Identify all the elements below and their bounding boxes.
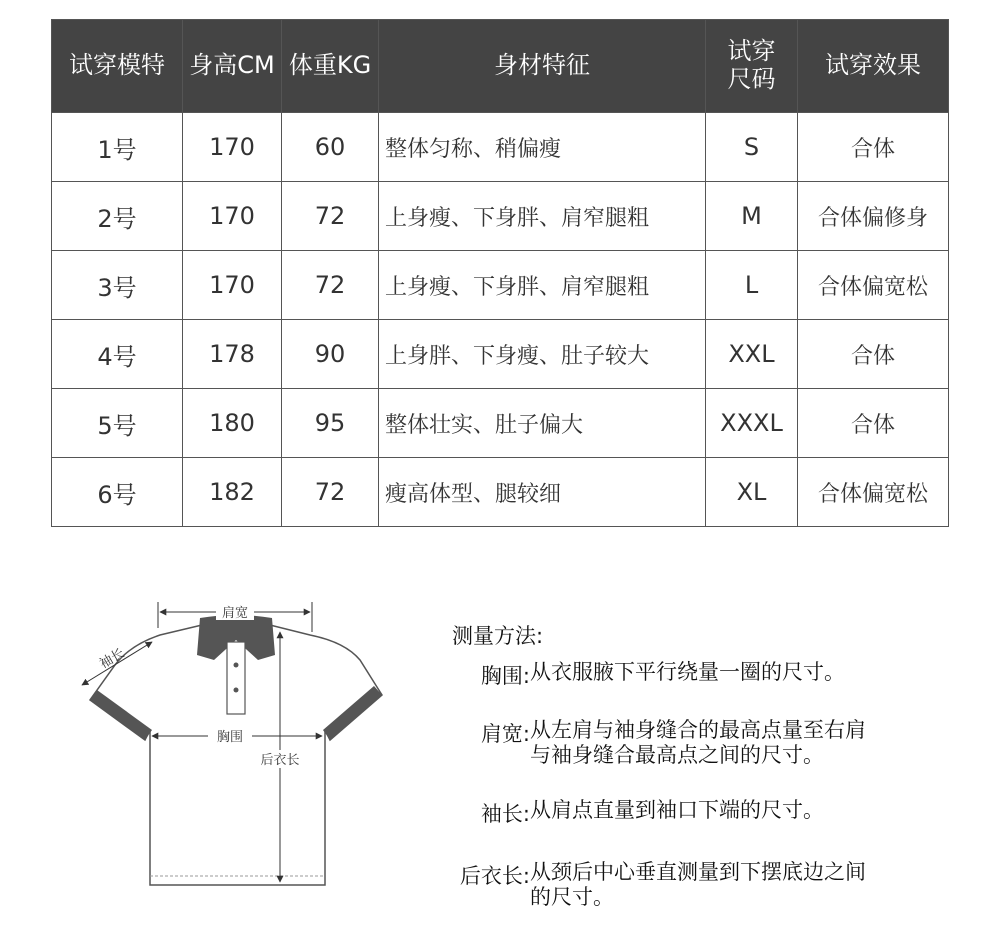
- cell-feature: 上身瘦、下身胖、肩窄腿粗: [379, 251, 706, 320]
- cell-feature: 整体壮实、肚子偏大: [379, 389, 706, 458]
- cell-weight: 72: [282, 182, 379, 251]
- table-row: [52, 251, 949, 320]
- header-height: 身高CM: [183, 20, 282, 113]
- placket: [227, 642, 245, 714]
- table-row: [52, 113, 949, 182]
- table-row: [52, 320, 949, 389]
- header-effect: 试穿效果: [798, 20, 949, 113]
- header-size-line2: 尺码: [727, 65, 776, 93]
- button: [234, 663, 239, 668]
- table-row: [52, 182, 949, 251]
- desc-line: 的尺寸。: [530, 885, 614, 910]
- cell-weight: 90: [282, 320, 379, 389]
- measurement-title: 测量方法:: [452, 624, 544, 648]
- cell-height: 170: [183, 182, 282, 251]
- header-size-line1: 试穿: [727, 37, 776, 66]
- header-model: 试穿模特: [52, 20, 183, 113]
- cell-size: L: [706, 251, 798, 320]
- desc-line: 与袖身缝合最高点之间的尺寸。: [530, 743, 824, 768]
- cell-model: 4号: [52, 320, 183, 389]
- cell-weight: 95: [282, 389, 379, 458]
- header-size: [706, 20, 798, 113]
- cell-size: XXL: [706, 320, 798, 389]
- fit-table: [51, 19, 949, 527]
- desc-length: [530, 860, 970, 910]
- cell-feature: 整体匀称、稍偏瘦: [379, 113, 706, 182]
- length-label: 后衣长: [260, 753, 300, 768]
- cell-effect: 合体: [798, 113, 949, 182]
- polo-shirt-svg: [60, 590, 400, 910]
- chest-label: 胸围: [216, 730, 244, 745]
- term-chest: 胸围:: [480, 664, 530, 688]
- desc-shoulder: [530, 718, 970, 768]
- cell-size: XXXL: [706, 389, 798, 458]
- table-header-row: [52, 20, 949, 113]
- cell-weight: 72: [282, 251, 379, 320]
- term-length: 后衣长:: [459, 864, 530, 888]
- cell-model: 6号: [52, 458, 183, 527]
- desc-chest: [530, 660, 970, 685]
- cell-effect: 合体偏修身: [798, 182, 949, 251]
- cell-height: 170: [183, 113, 282, 182]
- shoulder-label: 肩宽: [221, 606, 249, 621]
- cell-size: M: [706, 182, 798, 251]
- cell-effect: 合体偏宽松: [798, 251, 949, 320]
- cell-size: S: [706, 113, 798, 182]
- desc-line: 从颈后中心垂直测量到下摆底边之间: [530, 860, 866, 884]
- cell-model: 2号: [52, 182, 183, 251]
- cell-height: 170: [183, 251, 282, 320]
- header-feature: 身材特征: [379, 20, 706, 113]
- button: [234, 688, 239, 693]
- desc-line: 从肩点直量到袖口下端的尺寸。: [530, 798, 824, 822]
- cell-height: 180: [183, 389, 282, 458]
- cell-model: 1号: [52, 113, 183, 182]
- cell-effect: 合体: [798, 389, 949, 458]
- cell-height: 178: [183, 320, 282, 389]
- cell-weight: 72: [282, 458, 379, 527]
- desc-line: 从左肩与袖身缝合的最高点量至右肩: [530, 718, 866, 742]
- term-sleeve: 袖长:: [480, 802, 530, 826]
- table-row: [52, 389, 949, 458]
- sleeve-label: 袖长: [97, 645, 128, 672]
- term-shoulder: 肩宽:: [480, 722, 530, 746]
- desc-line: 从衣服腋下平行绕量一圈的尺寸。: [530, 660, 845, 684]
- cell-feature: 上身胖、下身瘦、肚子较大: [379, 320, 706, 389]
- table-row: [52, 458, 949, 527]
- cell-size: XL: [706, 458, 798, 527]
- cell-model: 5号: [52, 389, 183, 458]
- cell-height: 182: [183, 458, 282, 527]
- cell-model: 3号: [52, 251, 183, 320]
- cell-feature: 上身瘦、下身胖、肩窄腿粗: [379, 182, 706, 251]
- cell-effect: 合体偏宽松: [798, 458, 949, 527]
- polo-shirt-diagram: [60, 590, 400, 910]
- desc-sleeve: [530, 798, 970, 823]
- header-weight: 体重KG: [282, 20, 379, 113]
- cell-effect: 合体: [798, 320, 949, 389]
- cell-weight: 60: [282, 113, 379, 182]
- cell-feature: 瘦高体型、腿较细: [379, 458, 706, 527]
